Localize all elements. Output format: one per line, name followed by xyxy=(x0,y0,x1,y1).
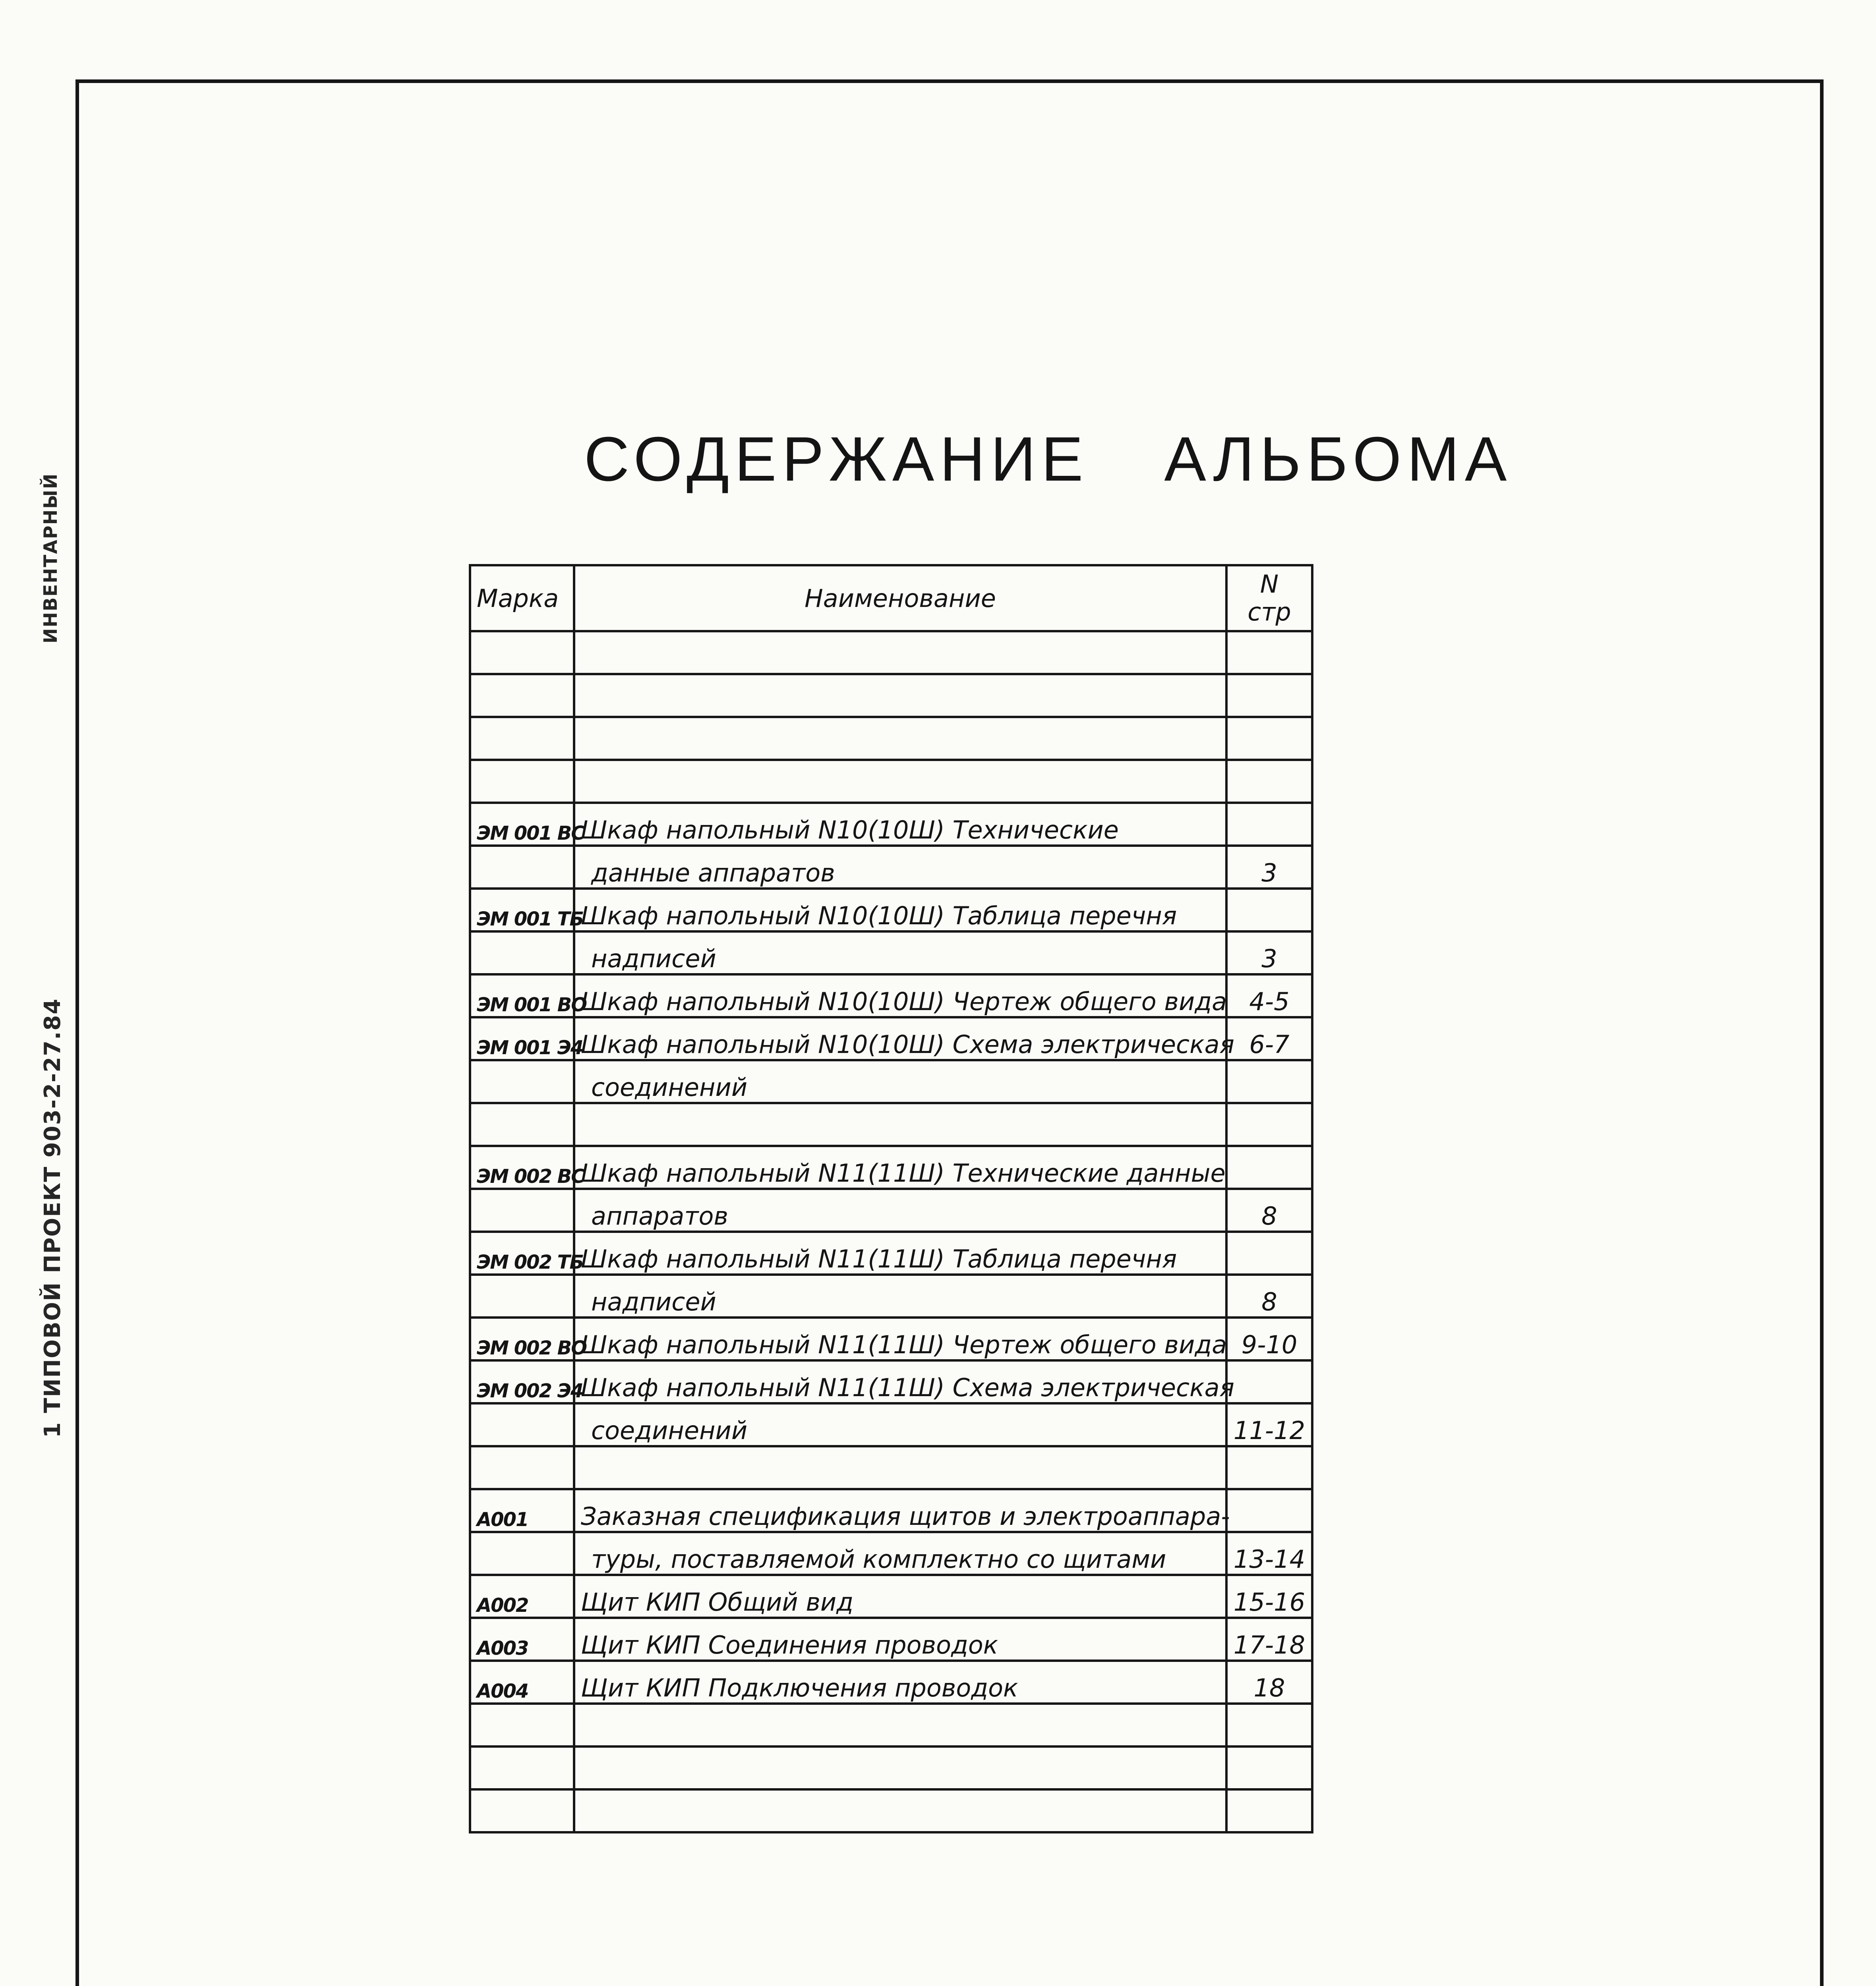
row-name: данные аппаратов xyxy=(574,846,1226,889)
row-page: 9-10 xyxy=(1226,1318,1312,1360)
row-page: 11-12 xyxy=(1226,1403,1312,1446)
row-page xyxy=(1226,1232,1312,1275)
table-row xyxy=(470,846,1312,889)
row-page xyxy=(1226,1704,1312,1746)
table-row xyxy=(470,1017,1312,1060)
row-mark xyxy=(470,846,574,889)
row-name xyxy=(574,1704,1226,1746)
row-name: Шкаф напольный N10(10Ш) Схема электрическая xyxy=(574,1017,1226,1060)
row-mark xyxy=(470,1446,574,1489)
row-mark xyxy=(470,1746,574,1789)
table-row xyxy=(470,1618,1312,1661)
row-name: соединений xyxy=(574,1403,1226,1446)
table-row xyxy=(470,1661,1312,1704)
row-page xyxy=(1226,674,1312,717)
row-name: соединений xyxy=(574,1060,1226,1103)
contents-table xyxy=(469,564,1313,1833)
row-name: надписей xyxy=(574,931,1226,974)
row-mark xyxy=(470,1060,574,1103)
row-page: 13-14 xyxy=(1226,1532,1312,1575)
row-name: аппаратов xyxy=(574,1189,1226,1232)
row-name: Шкаф напольный N11(11Ш) Технические данные xyxy=(574,1146,1226,1189)
row-page xyxy=(1226,889,1312,931)
row-page xyxy=(1226,760,1312,803)
row-page: 4-5 xyxy=(1226,974,1312,1017)
side-margin-text-top: ИНВЕНТАРНЫЙ xyxy=(40,473,61,643)
row-name: Щит КИП Общий вид xyxy=(574,1575,1226,1618)
row-page: 8 xyxy=(1226,1189,1312,1232)
row-page: 3 xyxy=(1226,931,1312,974)
row-page: 3 xyxy=(1226,846,1312,889)
row-name xyxy=(574,1446,1226,1489)
table-row xyxy=(470,1575,1312,1618)
table-row xyxy=(470,717,1312,760)
table-body xyxy=(470,631,1312,1832)
table-row xyxy=(470,1146,1312,1189)
row-mark: ЭМ 001 ВС xyxy=(470,803,574,846)
row-mark: ЭМ 001 ВО xyxy=(470,974,574,1017)
row-page xyxy=(1226,717,1312,760)
row-name: туры, поставляемой комплектно со щитами xyxy=(574,1532,1226,1575)
row-page xyxy=(1226,1746,1312,1789)
row-name xyxy=(574,1789,1226,1832)
row-page xyxy=(1226,1146,1312,1189)
row-mark xyxy=(470,674,574,717)
row-name: Шкаф напольный N11(11Ш) Схема электрическая xyxy=(574,1360,1226,1403)
table-row xyxy=(470,889,1312,931)
row-mark xyxy=(470,760,574,803)
table-row xyxy=(470,760,1312,803)
row-page xyxy=(1226,803,1312,846)
row-page: 15-16 xyxy=(1226,1575,1312,1618)
row-page xyxy=(1226,1489,1312,1532)
table-row xyxy=(470,931,1312,974)
table-row xyxy=(470,1103,1312,1146)
row-mark xyxy=(470,1403,574,1446)
row-name: Щит КИП Подключения проводок xyxy=(574,1661,1226,1704)
table-row xyxy=(470,1189,1312,1232)
table-row xyxy=(470,1318,1312,1360)
table-row xyxy=(470,1232,1312,1275)
row-page xyxy=(1226,1103,1312,1146)
row-mark xyxy=(470,1103,574,1146)
page-title xyxy=(584,423,1512,495)
row-mark xyxy=(470,1789,574,1832)
row-name: Шкаф напольный N10(10Ш) Технические xyxy=(574,803,1226,846)
row-mark: ЭМ 002 ВС xyxy=(470,1146,574,1189)
row-page: 18 xyxy=(1226,1661,1312,1704)
row-mark xyxy=(470,1532,574,1575)
row-name xyxy=(574,760,1226,803)
row-name: Шкаф напольный N10(10Ш) Чертеж общего вида xyxy=(574,974,1226,1017)
row-mark: ЭМ 002 ТБ xyxy=(470,1232,574,1275)
side-margin-text: 1 ТИПОВОЙ ПРОЕКТ 903-2-27.84 xyxy=(40,998,66,1438)
row-page xyxy=(1226,631,1312,674)
row-mark xyxy=(470,1275,574,1318)
row-mark: А004 xyxy=(470,1661,574,1704)
column-header-name: Наименование xyxy=(574,565,1226,631)
row-name: Щит КИП Соединения проводок xyxy=(574,1618,1226,1661)
table-row xyxy=(470,1060,1312,1103)
table-row xyxy=(470,1360,1312,1403)
table-row xyxy=(470,1403,1312,1446)
row-mark: ЭМ 001 Э4 xyxy=(470,1017,574,1060)
table-header-row xyxy=(470,565,1312,631)
table-row xyxy=(470,631,1312,674)
column-header-page-n: N xyxy=(1260,570,1279,599)
row-mark xyxy=(470,717,574,760)
row-mark: ЭМ 002 ВО xyxy=(470,1318,574,1360)
table-row xyxy=(470,1704,1312,1746)
row-name xyxy=(574,674,1226,717)
row-page: 6-7 xyxy=(1226,1017,1312,1060)
row-name: Шкаф напольный N11(11Ш) Таблица перечня xyxy=(574,1232,1226,1275)
row-mark xyxy=(470,1189,574,1232)
row-mark: А003 xyxy=(470,1618,574,1661)
row-name xyxy=(574,1103,1226,1146)
column-header-page-str: стр xyxy=(1247,597,1291,626)
table-row xyxy=(470,1275,1312,1318)
row-page xyxy=(1226,1060,1312,1103)
row-page xyxy=(1226,1789,1312,1832)
row-mark xyxy=(470,1704,574,1746)
title-word-1: СОДЕРЖАНИЕ xyxy=(584,424,1089,494)
table-row xyxy=(470,974,1312,1017)
table-row xyxy=(470,1489,1312,1532)
row-name: Шкаф напольный N11(11Ш) Чертеж общего вида xyxy=(574,1318,1226,1360)
row-page xyxy=(1226,1360,1312,1403)
row-name xyxy=(574,717,1226,760)
table-row xyxy=(470,1446,1312,1489)
table-row xyxy=(470,674,1312,717)
column-header-page xyxy=(1226,565,1312,631)
table-row xyxy=(470,1532,1312,1575)
row-name: Шкаф напольный N10(10Ш) Таблица перечня xyxy=(574,889,1226,931)
table-row xyxy=(470,1746,1312,1789)
row-name xyxy=(574,631,1226,674)
table-row xyxy=(470,1789,1312,1832)
row-name: Заказная спецификация щитов и электроаппара- xyxy=(574,1489,1226,1532)
row-page: 8 xyxy=(1226,1275,1312,1318)
row-mark xyxy=(470,631,574,674)
row-page xyxy=(1226,1446,1312,1489)
row-mark: ЭМ 001 ТБ xyxy=(470,889,574,931)
row-name xyxy=(574,1746,1226,1789)
table-row xyxy=(470,803,1312,846)
row-page: 17-18 xyxy=(1226,1618,1312,1661)
title-word-2: АЛЬБОМА xyxy=(1164,424,1512,494)
row-mark: А002 xyxy=(470,1575,574,1618)
column-header-mark: Марка xyxy=(470,565,574,631)
row-mark: А001 xyxy=(470,1489,574,1532)
row-mark xyxy=(470,931,574,974)
row-name: надписей xyxy=(574,1275,1226,1318)
row-mark: ЭМ 002 Э4 xyxy=(470,1360,574,1403)
